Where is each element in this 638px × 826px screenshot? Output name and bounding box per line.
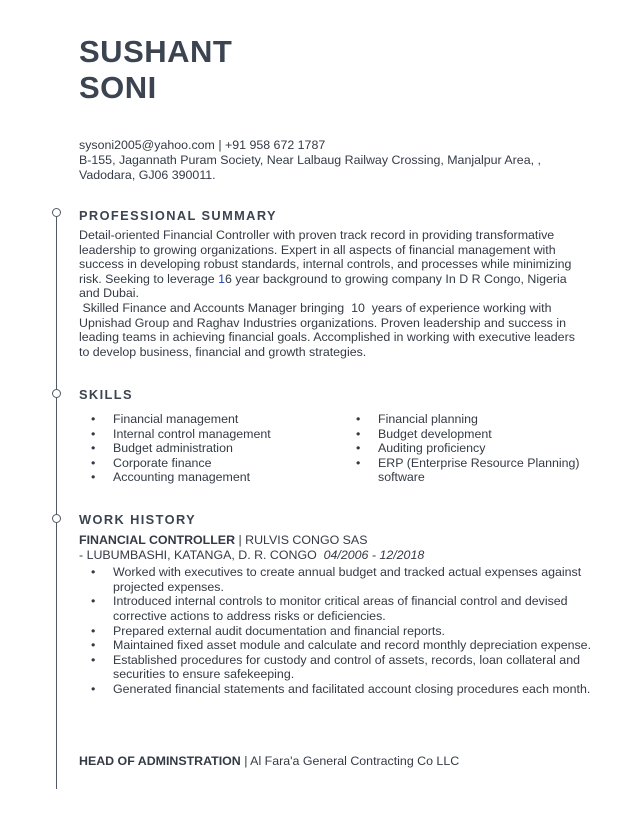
- duty-item: • Established procedures for custody and control of assets, records, loan collateral and securities to ensure safekeeping.: [79, 653, 609, 682]
- job-company: | Al Fara'a General Contracting Co LLC: [240, 754, 460, 768]
- job-head-administration: [79, 754, 609, 769]
- timeline-dot-work: [52, 514, 61, 523]
- summary-line: Skilled Finance and Accounts Manager bringing 10 years of experience working with: [79, 300, 552, 315]
- highlighted-digit: 1: [218, 271, 226, 286]
- duty-item: • Generated financial statements and facilitated account closing procedures each month.: [79, 682, 609, 697]
- job-financial-controller: [79, 533, 609, 697]
- duty-item: • Worked with executives to create annual budget and tracked actual expenses against projected expenses.: [79, 565, 609, 594]
- summary-line: Detail-oriented Financial Controller with proven track record in providing transformative: [79, 228, 555, 242]
- job-location-dates: [79, 548, 609, 563]
- skill-item: • ERP (Enterprise Resource Planning) software: [344, 456, 584, 485]
- timeline-dot-summary: [52, 208, 61, 217]
- contact-block: [79, 138, 599, 183]
- summary-line: leadership to growing organizations. Expert in all aspects of financial management with: [79, 242, 556, 257]
- job-title: FINANCIAL CONTROLLER: [79, 533, 236, 547]
- contact-address-line2: Vadodara, GJ06 390011.: [79, 168, 216, 182]
- candidate-name: [79, 34, 232, 106]
- skill-item: • Corporate finance: [79, 456, 344, 471]
- job-company: | RULVIS CONGO SAS: [235, 533, 368, 547]
- skill-item: • Auditing proficiency: [344, 441, 584, 456]
- job-dates: 04/2006 - 12/2018: [323, 547, 425, 562]
- summary-line: Upnishad Group and Raghav Industries organizations. Proven leadership and success in: [79, 315, 566, 330]
- job-header: [79, 533, 609, 548]
- job-title: HEAD OF ADMINSTRATION: [79, 754, 241, 768]
- timeline-dot-skills: [52, 389, 61, 398]
- duty-item: • Maintained fixed asset module and calculate and record monthly depreciation expense.: [79, 638, 609, 653]
- summary-line: risk. Seeking to leverage 16 year background to growing company In D R Congo, Nigeria: [79, 271, 567, 286]
- professional-summary: [79, 228, 607, 359]
- job-location: - LUBUMBASHI, KATANGA, D. R. CONGO: [79, 547, 324, 562]
- duty-item: • Prepared external audit documentation and financial reports.: [79, 624, 609, 639]
- skill-item: • Internal control management: [79, 427, 344, 442]
- skills-list: [79, 412, 619, 485]
- skills-column-1: [79, 412, 344, 485]
- skill-item: • Accounting management: [79, 470, 344, 485]
- first-name: SUSHANT: [79, 34, 233, 69]
- timeline-line: [56, 215, 57, 789]
- skills-column-2: [344, 412, 584, 485]
- job-duties: [79, 565, 609, 696]
- summary-line: leading teams in achieving financial goals. Accomplished in working with executive leaders: [79, 330, 575, 345]
- skill-item: • Financial planning: [344, 412, 584, 427]
- work-heading: WORK HISTORY: [79, 512, 197, 527]
- last-name: SONI: [79, 70, 157, 105]
- job-header: [79, 754, 609, 769]
- skill-item: • Budget administration: [79, 441, 344, 456]
- summary-heading: PROFESSIONAL SUMMARY: [79, 208, 277, 223]
- duty-item: • Introduced internal controls to monitor critical areas of financial control and devised corrective actions to address risks or deficiencies.: [79, 594, 609, 623]
- contact-address-line1: B-155, Jagannath Puram Society, Near Lalbaug Railway Crossing, Manjalpur Area, ,: [79, 153, 541, 167]
- summary-line: and Dubai.: [79, 286, 139, 301]
- summary-line: to develop business, financial and growth strategies.: [79, 344, 367, 359]
- summary-line: success in developing robust standards, internal controls, and processes while minimizing: [79, 257, 572, 272]
- skill-item: • Budget development: [344, 427, 584, 442]
- skill-item: • Financial management: [79, 412, 344, 427]
- skills-heading: SKILLS: [79, 387, 133, 402]
- contact-email-phone: sysoni2005@yahoo.com | +91 958 672 1787: [79, 138, 326, 152]
